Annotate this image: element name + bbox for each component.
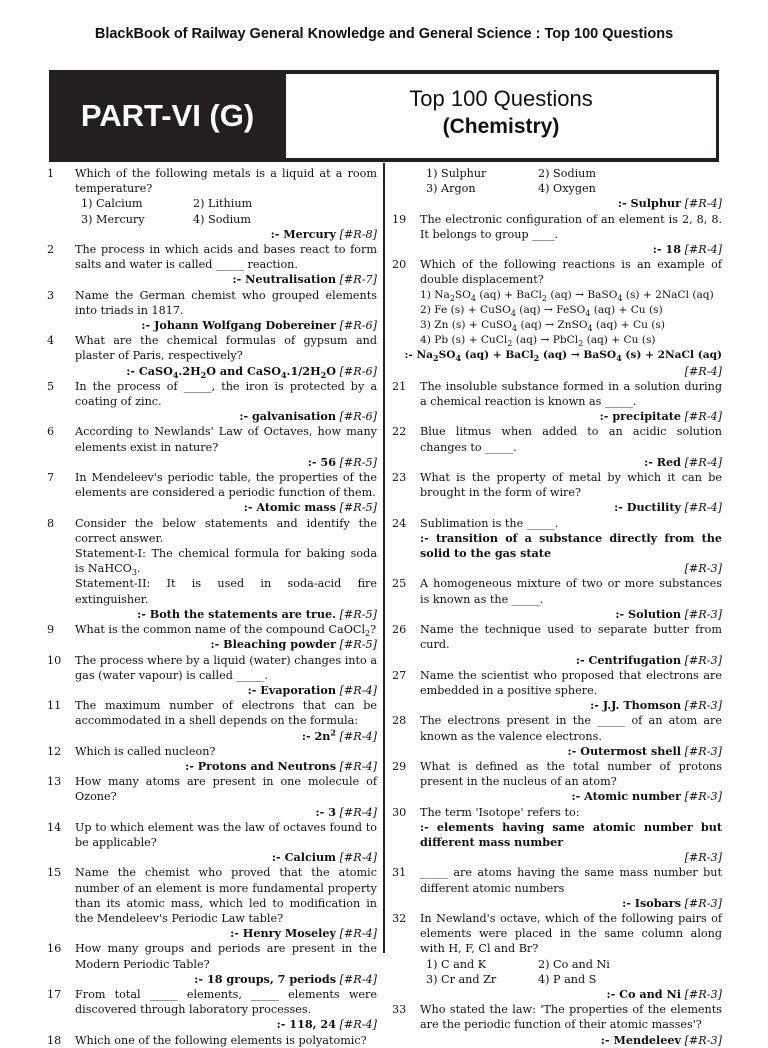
question-text: The process in which acids and bases react to form salts and water is called _____ reaction. — [75, 243, 377, 272]
question-4: 4 What are the chemical formulas of gypsum and plaster of Paris, respectively? :- $CaSO_4.2H_2O$ and $CaSO_4.1/2H_2O$ [#R-6] — [47, 334, 377, 380]
question-31: 31 _____ are atoms having the same mass number but different atomic numbers :- Isobars [#R-3] — [392, 866, 722, 910]
question-text: Which of the following reactions is an example of double displacement? 1) $Na_2SO_4$ (aq) + BaCl$_2$ (aq) → BaSO$_4$ (s) + 2NaCl (aq) 2) Fe (s) + CuSO$_4$ (aq) → FeSO$_4$ (aq) + Cu (s) 3) Zn (s) + CuSO$_4$ (aq) → ZnSO$_4$ (aq) + Cu (s) 4) Pb (s) + CuCl$_2$ (aq) → PbCl$_2$ (aq) + Cu (s) — [420, 258, 722, 349]
question-text: Sublimation is the _____. — [420, 516, 559, 530]
answer: :- transition of a substance directly from the solid to the gas state — [420, 530, 722, 561]
answer: :- galvanisation [#R-6] — [239, 409, 377, 424]
question-text: Which is called nucleon? — [75, 744, 216, 758]
option-2: 2) Fe (s) + CuSO$_4$ (aq) → FeSO$_4$ (aq) + Cu (s) — [420, 303, 663, 318]
question-12: 12 Which is called nucleon? :- Protons and Neutrons [#R-4] — [47, 744, 377, 773]
column-divider — [383, 163, 385, 953]
answer: :- Evaporation [#R-4] — [247, 682, 377, 697]
section-title-box — [286, 74, 716, 158]
question-6: 6 According to Newlands' Law of Octaves, how many elements exist in nature? :- 56 [#R-5] — [47, 425, 377, 469]
options: 1) C and K 2) Co and Ni 3) Cr and Zr 4) P and S — [426, 957, 610, 986]
question-text: _____ are atoms having the same mass number but different atomic numbers — [420, 866, 722, 895]
question-3: 3 Name the German chemist who grouped elements into triads in 1817. :- Johann Wolfgang Dobereiner [#R-6] — [47, 288, 377, 333]
question-text: Consider the below statements and identify the correct answer. Statement-I: The chemical formula for baking soda is NaHCO$_3$. Statement-II: It is used in soda-acid fire extinguisher. — [75, 516, 377, 606]
answer: :- Ductility [#R-4] — [614, 500, 722, 515]
question-text: A homogeneous mixture of two or more substances is known as the _____. — [420, 577, 722, 606]
answer: :- Mercury [#R-8] — [270, 226, 377, 241]
question-18: 18 Which one of the following elements is polyatomic? — [47, 1033, 377, 1048]
question-23: 23 What is the property of metal by which it can be brought in the form of wire? :- Ductility [#R-4] — [392, 471, 722, 515]
left-column — [47, 166, 377, 1048]
question-19: 19 The electronic configuration of an element is 2, 8, 8. It belongs to group ____. :- 18 [#R-4] — [392, 212, 722, 257]
question-21: 21 The insoluble substance formed in a solution during a chemical reaction is known as _____. :- precipitate [#R-4] — [392, 379, 722, 424]
answer: :- precipitate [#R-4] — [599, 409, 722, 424]
question-text: How many atoms are present in one molecule of Ozone? — [75, 775, 377, 804]
question-29: 29 What is defined as the total number of protons present in the nucleus of an atom? :- Atomic number [#R-3] — [392, 759, 722, 804]
option-3: 3) Zn (s) + CuSO$_4$ (aq) → ZnSO$_4$ (aq) + Cu (s) — [420, 319, 665, 334]
question-17: 17 From total _____ elements, _____ elements were discovered through laboratory processes. :- 118, 24 [#R-4] — [47, 987, 377, 1032]
answer: :- Isobars [#R-3] — [622, 895, 722, 910]
question-5: 5 In the process of _____, the iron is protected by a coating of zinc. :- galvanisation [#R-6] — [47, 379, 377, 424]
question-text: The maximum number of electrons that can be accommodated in a shell depends on the formula: — [75, 699, 377, 728]
answer: :- Red [#R-4] — [644, 454, 722, 469]
question-text: Name the German chemist who grouped elements into triads in 1817. — [75, 288, 377, 317]
section-subject: (Chemistry) — [442, 115, 560, 138]
options: 1) Sulphur 2) Sodium 3) Argon 4) Oxygen — [426, 167, 596, 196]
option-4: 4) Pb (s) + CuCl$_2$ (aq) → PbCl$_2$ (aq) + Cu (s) — [420, 334, 656, 349]
answer: :- Calcium [#R-4] — [271, 850, 377, 865]
question-30: 30 The term 'Isotope' refers to: :- elements having same atomic number but different mass number [#R-3] — [392, 805, 723, 865]
right-column — [392, 166, 722, 1048]
answer: :- $2n^2$ [#R-4] — [301, 726, 377, 743]
question-1: 1 Which of the following metals is a liquid at a room temperature? 1) Calcium 2) Lithium 3) Mercury 4) Sodium :- Mercury [#R-8] — [47, 167, 377, 241]
answer: :- 18 [#R-4] — [652, 242, 722, 257]
question-22: 22 Blue litmus when added to an acidic solution changes to _____. :- Red [#R-4] — [392, 425, 722, 469]
question-33: 33 Who stated the law: 'The properties of the elements are the periodic function of their atomic masses'? :- Mendeleev [#R-3] — [392, 1003, 722, 1047]
question-28: 28 The electrons present in the _____ of an atom are known as the valence electrons. :- Outermost shell [#R-3] — [392, 714, 722, 758]
section-title: Top 100 Questions — [409, 86, 593, 111]
answer: :- J.J. Thomson [#R-3] — [590, 698, 722, 713]
answer: :- Bleaching powder [#R-5] — [210, 637, 377, 652]
question-2: 2 The process in which acids and bases react to form salts and water is called _____ reaction. :- Neutralisation [#R-7] — [47, 243, 377, 287]
options: 1) Calcium 2) Lithium 3) Mercury 4) Sodium — [81, 197, 253, 226]
question-15: 15 Name the chemist who proved that the atomic number of an element is more fundamental property than its atomic mass, which led to modification in the Mendeleev's Periodic Law table? :- Henry Moseley [#R-4] — [47, 866, 377, 941]
question-text: In the process of _____, the iron is protected by a coating of zinc. — [75, 379, 377, 409]
question-25: 25 A homogeneous mixture of two or more substances is known as the _____. :- Solution [#R-3] — [392, 577, 722, 621]
answer: :- Centrifugation [#R-3] — [575, 652, 722, 667]
question-text: Name the chemist who proved that the atomic number of an element is more fundamental property than its atomic mass, which led to modification in the Mendeleev's Periodic Law table? — [75, 866, 377, 925]
answer: :- Johann Wolfgang Dobereiner [#R-6] — [141, 318, 377, 333]
question-text: How many groups and periods are present in the Modern Periodic Table? — [75, 942, 377, 971]
question-text: What is the common name of the compound CaOCl$_2$? — [75, 623, 377, 639]
answer: :- Henry Moseley [#R-4] — [230, 926, 377, 941]
question-text: In Newland's octave, which of the following pairs of elements were placed in the same column along with H, F, Cl and Br? — [420, 911, 722, 956]
part-banner — [49, 70, 719, 162]
answer: :- 56 [#R-5] — [307, 454, 377, 469]
question-14: 14 Up to which element was the law of octaves found to be applicable? :- Calcium [#R-4] — [47, 820, 377, 865]
question-8: 8 Consider the below statements and identify the correct answer. Statement-I: The chemical formula for baking soda is NaHCO$_3$. Statement-II: It is used in soda-acid fire extinguisher. :- Both the statements are true. [#R-5] — [47, 516, 377, 621]
answer: :- Protons and Neutrons [#R-4] — [185, 758, 377, 773]
question-text: What are the chemical formulas of gypsum and plaster of Paris, respectively? — [75, 334, 377, 363]
answer: :- Atomic number [#R-3] — [571, 789, 722, 804]
question-13: 13 How many atoms are present in one molecule of Ozone? :- 3 [#R-4] — [47, 775, 377, 819]
answer: :- Atomic mass [#R-5] — [243, 500, 377, 515]
question-7: 7 In Mendeleev's periodic table, the properties of the elements are considered a periodic function of them. :- Atomic mass [#R-5] — [47, 471, 377, 515]
question-text: Who stated the law: 'The properties of the elements are the periodic function of their atomic masses'? — [420, 1003, 722, 1032]
question-text: The electronic configuration of an element is 2, 8, 8. It belongs to group ____. — [420, 212, 722, 241]
question-text: The process where by a liquid (water) changes into a gas (water vapour) is called _____. — [75, 653, 377, 682]
question-18-continued — [392, 166, 722, 212]
question-20: 20 Which of the following reactions is an example of double displacement? 1) $Na_2SO_4$ (aq) + BaCl$_2$ (aq) → BaSO$_4$ (s) + 2NaCl (aq) 2) Fe (s) + CuSO$_4$ (aq) → FeSO$_4$ (aq) + Cu (s) 3) Zn (s) + CuSO$_4$ (aq) → ZnSO$_4$ (aq) + Cu (s) 4) Pb (s) + CuCl$_2$ (aq) → PbCl$_2$ (aq) + Cu (s) :- $Na_2SO_4$ (aq) + BaCl$_2$ (aq) → BaSO$_4$ (s) + 2NaCl (aq) [#R-4] — [392, 258, 722, 378]
book-title: BlackBook of Railway General Knowledge and General Science : Top 100 Questions — [94, 26, 674, 42]
question-text: In Mendeleev's periodic table, the properties of the elements are considered a periodic function of them. — [75, 471, 377, 500]
answer: :- Co and Ni [#R-3] — [606, 986, 722, 1001]
question-text: Which one of the following elements is polyatomic? — [75, 1033, 367, 1047]
answer: :- Mendeleev [#R-3] — [600, 1032, 722, 1047]
answer: :- Outermost shell [#R-3] — [567, 743, 722, 758]
question-16: 16 How many groups and periods are present in the Modern Periodic Table? :- 18 groups, 7 periods [#R-4] — [47, 942, 377, 986]
question-text: Which of the following metals is a liquid at a room temperature? — [75, 167, 377, 196]
answer: :- Both the statements are true. [#R-5] — [137, 606, 377, 621]
question-text: Name the scientist who proposed that electrons are embedded in a positive sphere. — [420, 668, 722, 697]
question-9: 9 What is the common name of the compound CaOCl$_2$? :- Bleaching powder [#R-5] — [47, 623, 377, 652]
question-27: 27 Name the scientist who proposed that electrons are embedded in a positive sphere. :- J.J. Thomson [#R-3] — [392, 668, 722, 713]
question-text: What is the property of metal by which it can be brought in the form of wire? — [420, 471, 722, 500]
answer: :- 18 groups, 7 periods [#R-4] — [194, 971, 377, 986]
answer: :- elements having same atomic number but different mass number — [420, 819, 723, 849]
question-text: The insoluble substance formed in a solution during a chemical reaction is known as _____. — [420, 379, 722, 409]
question-text: The term 'Isotope' refers to: — [420, 805, 580, 819]
answer: :- Sulphur [#R-4] — [617, 196, 722, 211]
question-text: What is defined as the total number of protons present in the nucleus of an atom? — [420, 759, 722, 789]
question-text: According to Newlands' Law of Octaves, how many elements exist in nature? — [75, 425, 377, 454]
answer: :- 118, 24 [#R-4] — [276, 1017, 377, 1032]
answer: :- $CaSO_4.2H_2O$ and $CaSO_4.1/2H_2O$ [#R-6] — [126, 363, 377, 380]
question-11: 11 The maximum number of electrons that can be accommodated in a shell depends on the formula: :- $2n^2$ [#R-4] — [47, 699, 377, 743]
answer: :- Neutralisation [#R-7] — [232, 272, 377, 287]
question-text: The electrons present in the _____ of an atom are known as the valence electrons. — [420, 714, 722, 743]
question-text: From total _____ elements, _____ elements were discovered through laboratory processes. — [75, 987, 377, 1017]
question-32: 32 In Newland's octave, which of the following pairs of elements were placed in the same column along with H, F, Cl and Br? 1) C and K 2) Co and Ni 3) Cr and Zr 4) P and S :- Co and Ni [#R-3] — [392, 911, 722, 1001]
question-26: 26 Name the technique used to separate butter from curd. :- Centrifugation [#R-3] — [392, 623, 722, 667]
option-1: 1) $Na_2SO_4$ (aq) + BaCl$_2$ (aq) → BaSO$_4$ (s) + 2NaCl (aq) — [420, 288, 714, 303]
question-10: 10 The process where by a liquid (water) changes into a gas (water vapour) is called _____. :- Evaporation [#R-4] — [47, 653, 377, 697]
answer: :- 3 [#R-4] — [315, 804, 377, 819]
answer: :- $Na_2SO_4$ (aq) + BaCl$_2$ (aq) → BaSO$_4$ (s) + 2NaCl (aq) — [404, 349, 722, 364]
question-text: Blue litmus when added to an acidic solution changes to _____. — [420, 425, 722, 454]
part-label: PART-VI (G) — [80, 98, 255, 133]
answer: :- Solution [#R-3] — [615, 606, 722, 621]
question-text: Name the technique used to separate butter from curd. — [420, 623, 722, 652]
question-text: Up to which element was the law of octaves found to be applicable? — [75, 820, 377, 849]
question-24: 24 Sublimation is the _____. :- transition of a substance directly from the solid to the gas state [#R-3] — [392, 516, 722, 576]
